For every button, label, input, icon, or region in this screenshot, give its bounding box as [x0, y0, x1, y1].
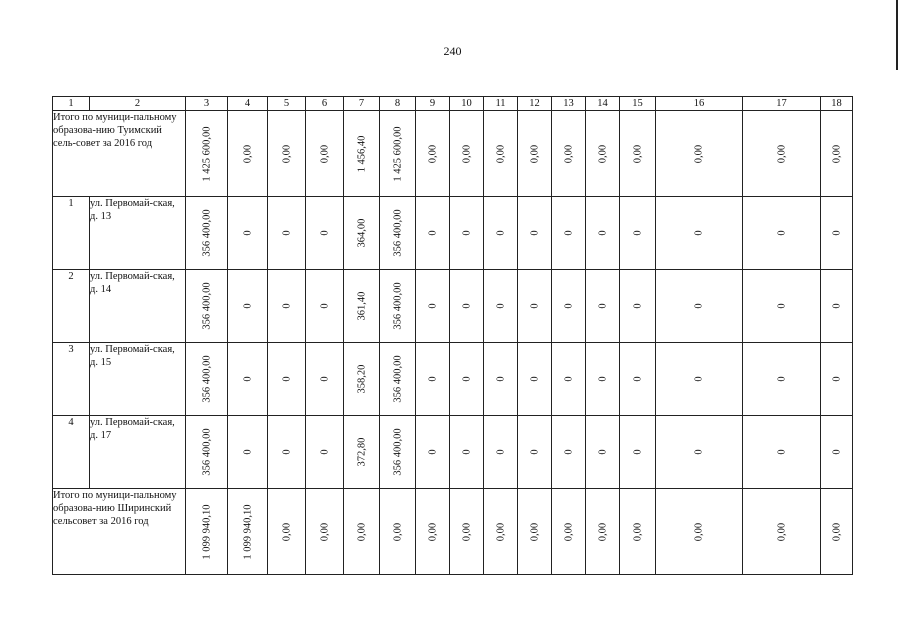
value-text: 0	[427, 230, 438, 236]
address-label: ул. Первомай-ская, д. 15	[90, 343, 186, 416]
value-cell	[344, 489, 380, 575]
value-cell	[743, 489, 821, 575]
value-text: 0,00	[597, 522, 608, 541]
value-cell	[344, 343, 380, 416]
value-cell	[620, 111, 656, 197]
value-cell	[344, 111, 380, 197]
value-cell	[518, 343, 552, 416]
value-cell	[450, 343, 484, 416]
value-cell	[656, 489, 743, 575]
value-cell	[586, 416, 620, 489]
table-row	[53, 343, 853, 416]
column-number: 17	[743, 97, 821, 111]
value-text: 0	[427, 376, 438, 382]
value-cell	[228, 270, 268, 343]
column-number: 8	[380, 97, 416, 111]
value-text: 0,00	[632, 522, 643, 541]
value-cell	[380, 197, 416, 270]
value-text: 0	[281, 376, 292, 382]
value-cell	[484, 343, 518, 416]
value-text: 0	[461, 230, 472, 236]
value-text: 0,00	[563, 522, 574, 541]
value-text: 0,00	[319, 144, 330, 163]
value-text: 0	[495, 376, 506, 382]
value-cell	[518, 197, 552, 270]
value-text: 356 400,00	[392, 209, 403, 257]
value-text: 0	[776, 303, 787, 309]
column-number: 1	[53, 97, 90, 111]
value-text: 1 456,40	[356, 135, 367, 172]
value-cell	[484, 270, 518, 343]
scan-edge-mark	[896, 0, 898, 70]
value-text: 0	[242, 449, 253, 455]
value-cell	[821, 270, 853, 343]
value-text: 0	[319, 230, 330, 236]
value-text: 0,00	[831, 144, 842, 163]
column-number: 10	[450, 97, 484, 111]
column-number: 7	[344, 97, 380, 111]
total-label: Итого по муници-пальному образова-нию Туимский сель-совет за 2016 год	[53, 111, 186, 197]
value-cell	[552, 343, 586, 416]
value-cell	[484, 111, 518, 197]
value-text: 0,00	[632, 144, 643, 163]
column-number: 18	[821, 97, 853, 111]
value-text: 0	[831, 376, 842, 382]
value-cell	[821, 416, 853, 489]
value-cell	[586, 111, 620, 197]
value-text: 356 400,00	[392, 355, 403, 403]
value-text: 0,00	[495, 144, 506, 163]
value-text: 0	[563, 303, 574, 309]
value-text: 0	[831, 230, 842, 236]
value-cell	[656, 270, 743, 343]
value-text: 0	[632, 376, 643, 382]
value-cell	[186, 416, 228, 489]
value-text: 356 400,00	[201, 282, 212, 330]
value-text: 0,00	[529, 522, 540, 541]
value-cell	[306, 270, 344, 343]
value-text: 0	[693, 303, 705, 309]
value-cell	[743, 343, 821, 416]
value-text: 356 400,00	[392, 282, 403, 330]
value-text: 0	[597, 449, 608, 455]
value-cell	[743, 270, 821, 343]
value-text: 372,80	[356, 437, 367, 467]
column-number: 2	[90, 97, 186, 111]
value-cell	[416, 111, 450, 197]
value-text: 356 400,00	[201, 209, 212, 257]
value-text: 0	[529, 303, 540, 309]
value-cell	[228, 489, 268, 575]
value-cell	[821, 197, 853, 270]
value-text: 356 400,00	[392, 428, 403, 476]
value-text: 0	[281, 230, 292, 236]
value-cell	[380, 111, 416, 197]
value-text: 0,00	[281, 144, 292, 163]
value-cell	[306, 197, 344, 270]
value-cell	[821, 343, 853, 416]
value-text: 0,00	[281, 522, 292, 541]
value-cell	[186, 343, 228, 416]
value-text: 0	[693, 376, 705, 382]
value-text: 0,00	[529, 144, 540, 163]
value-text: 0	[529, 449, 540, 455]
value-cell	[344, 416, 380, 489]
row-index: 1	[53, 197, 90, 270]
value-text: 356 400,00	[201, 428, 212, 476]
value-cell	[656, 111, 743, 197]
value-text: 0	[242, 303, 253, 309]
column-number-row	[53, 97, 853, 111]
value-text: 1 099 940,10	[201, 503, 212, 560]
value-cell	[450, 197, 484, 270]
value-cell	[416, 343, 450, 416]
total-row	[53, 111, 853, 197]
value-cell	[380, 416, 416, 489]
value-cell	[552, 111, 586, 197]
value-text: 0	[319, 303, 330, 309]
value-cell	[450, 270, 484, 343]
value-text: 0,00	[495, 522, 506, 541]
column-number: 15	[620, 97, 656, 111]
value-cell	[306, 343, 344, 416]
column-number: 3	[186, 97, 228, 111]
value-cell	[743, 416, 821, 489]
value-cell	[743, 111, 821, 197]
address-label: ул. Первомай-ская, д. 17	[90, 416, 186, 489]
value-text: 0,00	[356, 522, 367, 541]
value-text: 0	[427, 303, 438, 309]
value-cell	[586, 489, 620, 575]
value-text: 0	[495, 303, 506, 309]
row-index: 4	[53, 416, 90, 489]
column-number: 16	[656, 97, 743, 111]
value-cell	[268, 489, 306, 575]
value-cell	[306, 416, 344, 489]
value-text: 0	[495, 449, 506, 455]
value-cell	[268, 343, 306, 416]
value-text: 0,00	[461, 522, 472, 541]
value-cell	[416, 197, 450, 270]
value-cell	[518, 270, 552, 343]
value-text: 0,00	[242, 144, 253, 163]
value-text: 0	[693, 449, 705, 455]
value-cell	[484, 489, 518, 575]
value-text: 0	[693, 230, 705, 236]
column-number: 6	[306, 97, 344, 111]
value-text: 0	[632, 303, 643, 309]
value-cell	[620, 197, 656, 270]
value-cell	[228, 197, 268, 270]
value-text: 364,00	[356, 218, 367, 248]
value-cell	[656, 343, 743, 416]
value-cell	[450, 416, 484, 489]
value-text: 0,00	[776, 522, 787, 541]
value-text: 0	[563, 449, 574, 455]
column-number: 14	[586, 97, 620, 111]
value-cell	[518, 111, 552, 197]
value-text: 0	[597, 303, 608, 309]
total-row	[53, 489, 853, 575]
budget-table	[52, 96, 853, 575]
value-cell	[656, 416, 743, 489]
value-text: 0	[563, 376, 574, 382]
value-text: 0	[776, 449, 787, 455]
value-cell	[620, 416, 656, 489]
value-cell	[268, 111, 306, 197]
value-cell	[186, 270, 228, 343]
value-cell	[306, 489, 344, 575]
value-cell	[416, 270, 450, 343]
value-text: 0	[632, 230, 643, 236]
value-text: 0	[632, 449, 643, 455]
value-text: 0,00	[693, 144, 705, 163]
value-text: 0,00	[563, 144, 574, 163]
value-cell	[586, 343, 620, 416]
value-cell	[450, 111, 484, 197]
value-text: 1 425 600,00	[201, 125, 212, 182]
value-text: 0	[242, 230, 253, 236]
value-cell	[552, 489, 586, 575]
value-cell	[484, 197, 518, 270]
value-text: 1 099 940,10	[242, 503, 253, 560]
table-body	[53, 97, 853, 575]
value-text: 361,40	[356, 291, 367, 321]
value-text: 0,00	[461, 144, 472, 163]
value-text: 1 425 600,00	[392, 125, 403, 182]
table-row	[53, 416, 853, 489]
value-cell	[268, 197, 306, 270]
value-cell	[552, 416, 586, 489]
value-cell	[552, 197, 586, 270]
value-cell	[228, 343, 268, 416]
value-text: 0	[776, 376, 787, 382]
value-cell	[306, 111, 344, 197]
column-number: 9	[416, 97, 450, 111]
value-text: 0	[597, 376, 608, 382]
value-cell	[344, 270, 380, 343]
value-text: 0,00	[427, 522, 438, 541]
value-cell	[586, 197, 620, 270]
value-text: 0	[461, 376, 472, 382]
address-label: ул. Первомай-ская, д. 14	[90, 270, 186, 343]
value-text: 0	[529, 376, 540, 382]
column-number: 13	[552, 97, 586, 111]
value-cell	[586, 270, 620, 343]
value-text: 0	[281, 449, 292, 455]
value-cell	[620, 489, 656, 575]
value-cell	[450, 489, 484, 575]
value-text: 0	[495, 230, 506, 236]
value-cell	[620, 343, 656, 416]
value-text: 0	[461, 449, 472, 455]
table-row	[53, 197, 853, 270]
value-cell	[416, 489, 450, 575]
value-text: 0	[831, 303, 842, 309]
value-text: 356 400,00	[201, 355, 212, 403]
value-cell	[821, 111, 853, 197]
value-cell	[380, 489, 416, 575]
address-label: ул. Первомай-ская, д. 13	[90, 197, 186, 270]
row-index: 2	[53, 270, 90, 343]
value-cell	[186, 197, 228, 270]
value-cell	[380, 270, 416, 343]
value-cell	[518, 416, 552, 489]
value-text: 0	[776, 230, 787, 236]
value-cell	[484, 416, 518, 489]
value-text: 0	[597, 230, 608, 236]
value-text: 0,00	[392, 522, 403, 541]
value-text: 0	[529, 230, 540, 236]
value-text: 0	[242, 376, 253, 382]
value-text: 358,20	[356, 364, 367, 394]
column-number: 11	[484, 97, 518, 111]
value-cell	[620, 270, 656, 343]
value-cell	[821, 489, 853, 575]
value-cell	[268, 270, 306, 343]
column-number: 4	[228, 97, 268, 111]
row-index: 3	[53, 343, 90, 416]
table-row	[53, 270, 853, 343]
value-cell	[743, 197, 821, 270]
value-cell	[656, 197, 743, 270]
column-number: 12	[518, 97, 552, 111]
value-text: 0,00	[831, 522, 842, 541]
value-cell	[518, 489, 552, 575]
value-text: 0	[563, 230, 574, 236]
total-label: Итого по муници-пальному образова-нию Ширинский сельсовет за 2016 год	[53, 489, 186, 575]
value-cell	[552, 270, 586, 343]
value-text: 0,00	[693, 522, 705, 541]
column-number: 5	[268, 97, 306, 111]
value-cell	[268, 416, 306, 489]
value-cell	[186, 111, 228, 197]
value-cell	[344, 197, 380, 270]
value-cell	[380, 343, 416, 416]
value-text: 0	[461, 303, 472, 309]
value-text: 0	[319, 376, 330, 382]
value-text: 0,00	[427, 144, 438, 163]
value-text: 0	[427, 449, 438, 455]
value-cell	[186, 489, 228, 575]
value-text: 0	[831, 449, 842, 455]
value-text: 0,00	[319, 522, 330, 541]
value-text: 0	[319, 449, 330, 455]
value-cell	[228, 416, 268, 489]
value-cell	[228, 111, 268, 197]
value-text: 0,00	[776, 144, 787, 163]
page-number: 240	[443, 44, 462, 58]
value-text: 0,00	[597, 144, 608, 163]
value-text: 0	[281, 303, 292, 309]
value-cell	[416, 416, 450, 489]
